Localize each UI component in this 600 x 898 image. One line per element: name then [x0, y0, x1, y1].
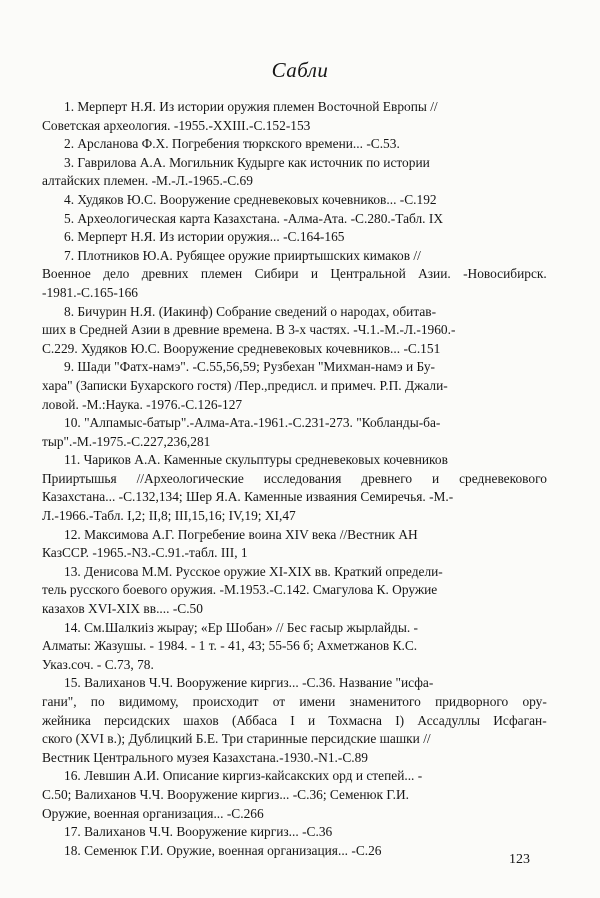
reference-line: 13. Денисова М.М. Русское оружие XI-XIX вв. Краткий определи-: [64, 563, 443, 579]
reference-item: [42, 674, 547, 767]
reference-line: Прииртышья //Археологические исследования древнего и средневекового: [42, 470, 547, 486]
reference-line: 7. Плотников Ю.А. Рубящее оружие прииртышских кимаков //: [64, 247, 421, 263]
reference-item: [42, 842, 547, 861]
reference-list: [42, 98, 547, 860]
reference-item: [42, 228, 547, 247]
reference-line: алтайских племен. -М.-Л.-1965.-С.69: [42, 173, 253, 189]
reference-item: [42, 619, 547, 675]
reference-line: Оружие, военная организация... -С.266: [42, 805, 264, 821]
section-title: Сабли: [271, 58, 329, 82]
reference-line: Советская археология. -1955.-XXIII.-С.152-153: [42, 117, 311, 133]
reference-item: [42, 451, 547, 525]
reference-line: Указ.соч. - С.73, 78.: [42, 656, 154, 672]
reference-item: [42, 563, 547, 619]
reference-line: тель русского боевого оружия. -М.1953.-С.142. Смагулова К. Оружие: [42, 582, 438, 598]
reference-line: 6. Мерперт Н.Я. Из истории оружия... -С.164-165: [64, 229, 345, 245]
reference-line: гани", по видимому, происходит от имени знаменитого придворного ору-: [42, 694, 547, 709]
reference-line: 9. Шади "Фатх-намэ". -С.55,56,59; Рузбехан "Михман-намэ и Бу-: [64, 359, 436, 375]
reference-item: [42, 98, 547, 135]
reference-item: [42, 210, 547, 229]
reference-line: 5. Археологическая карта Казахстана. -Алма-Ата. -С.280.-Табл. IX: [64, 210, 444, 226]
reference-item: [42, 526, 547, 563]
reference-line: 15. Валиханов Ч.Ч. Вооружение киргиз... -С.36. Название "исфа-: [64, 675, 434, 691]
reference-line: 2. Арсланова Ф.Х. Погребения тюркского времени... -С.53.: [64, 136, 400, 152]
reference-line: 16. Левшин А.И. Описание киргиз-кайсакских орд и степей... -: [64, 768, 423, 784]
reference-line: Вестник Центрального музея Казахстана.-1930.-N1.-С.89: [42, 749, 368, 765]
reference-line: Военное дело древних племен Сибири и Центральной Азии. -Новосибирск.: [42, 266, 547, 282]
reference-line: 10. "Алпамыс-батыр".-Алма-Ата.-1961.-С.231-273. "Кобланды-ба-: [64, 415, 441, 431]
reference-line: 3. Гаврилова А.А. Могильник Кудырге как источник по истории: [64, 154, 430, 170]
reference-item: [42, 823, 547, 842]
reference-item: [42, 191, 547, 210]
reference-line: 4. Худяков Ю.С. Вооружение средневековых кочевников... -С.192: [64, 191, 437, 207]
reference-line: 1. Мерперт Н.Я. Из истории оружия племен Восточной Европы //: [64, 99, 438, 114]
reference-line: ловой. -М.:Наука. -1976.-С.126-127: [42, 396, 243, 412]
reference-line: КазССР. -1965.-N3.-С.91.-табл. III, 1: [42, 545, 248, 561]
reference-item: [42, 135, 547, 154]
reference-item: [42, 154, 547, 191]
reference-line: 14. См.Шалкиіз жырау; «Ер Шобан» // Бес ғасыр жырлайды. -: [64, 619, 418, 635]
reference-line: 18. Семенюк Г.И. Оружие, военная организация... -С.26: [64, 842, 382, 858]
reference-item: [42, 414, 547, 451]
reference-line: 8. Бичурин Н.Я. (Иакинф) Собрание сведений о народах, обитав-: [64, 303, 437, 319]
reference-line: тыр".-М.-1975.-С.227,236,281: [42, 433, 211, 449]
reference-line: 11. Чариков А.А. Каменные скульптуры средневековых кочевников: [64, 452, 448, 468]
reference-line: ших в Средней Азии в древние времена. В 3-х частях. -Ч.1.-М.-Л.-1960.-: [42, 322, 456, 338]
reference-line: Л.-1966.-Табл. I,2; II,8; III,15,16; IV,19; XI,47: [42, 508, 296, 524]
reference-line: Алматы: Жазушы. - 1984. - 1 т. - 41, 43; 55-56 б; Ахметжанов К.С.: [42, 638, 418, 654]
reference-line: 17. Валиханов Ч.Ч. Вооружение киргиз... -С.36: [64, 824, 333, 840]
page-number: 123: [509, 852, 530, 867]
reference-line: ского (XVI в.); Дублицкий Б.Е. Три старинные персидские шашки //: [42, 731, 431, 747]
reference-line: казахов XVI-XIX вв.... -С.50: [42, 601, 203, 617]
reference-line: -1981.-С.165-166: [42, 284, 138, 300]
reference-line: С.229. Худяков Ю.С. Вооружение средневековых кочевников... -С.151: [42, 340, 441, 356]
reference-item: [42, 303, 547, 359]
reference-line: Казахстана... -С.132,134; Шер Я.А. Каменные изваяния Семиречья. -М.-: [42, 489, 454, 505]
reference-line: жейника персидских шахов (Аббаса I и Тохмасна I) Ассадуллы Исфаган-: [42, 712, 547, 728]
reference-line: 12. Максимова А.Г. Погребение воина XIV века //Вестник АН: [64, 526, 418, 542]
reference-item: [42, 247, 547, 303]
reference-item: [42, 358, 547, 414]
reference-line: С.50; Валиханов Ч.Ч. Вооружение киргиз... -С.36; Семенюк Г.И.: [42, 786, 409, 802]
reference-line: хара" (Записки Бухарского гостя) /Пер.,предисл. и примеч. Р.П. Джали-: [42, 377, 448, 393]
reference-item: [42, 767, 547, 823]
